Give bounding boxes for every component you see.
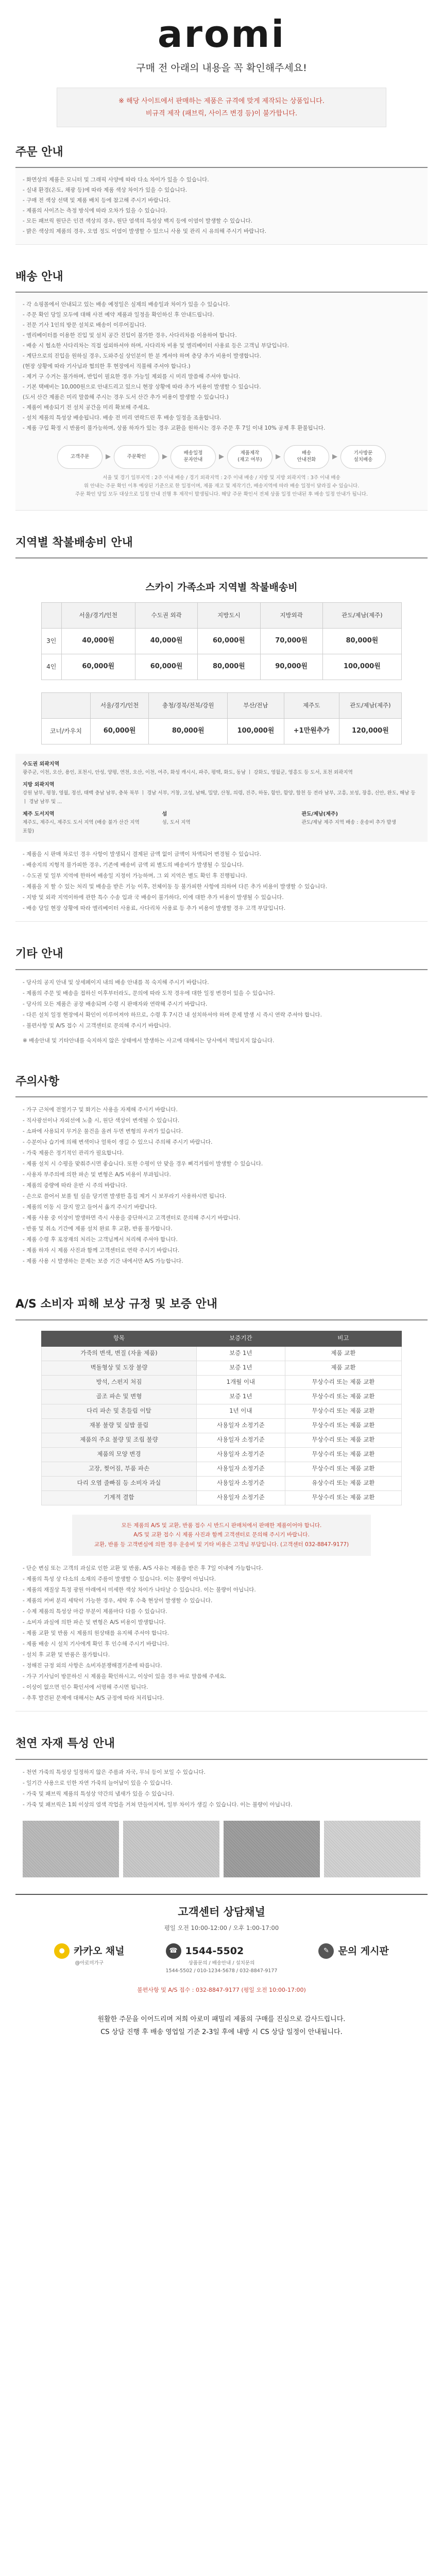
caution-list [15, 1097, 428, 1274]
customer-center [15, 1894, 428, 2003]
regional-title: 지역별 착불배송비 안내 [15, 525, 428, 558]
table-cell: 80,000원 [149, 718, 228, 744]
table-cell: 무상수리 또는 제품 교환 [285, 1389, 401, 1404]
leather-section [0, 1726, 443, 1888]
order-item: - 모든 패브릭 원단은 인견 색상의 경우, 원단 염색의 특성상 백지 등에 이염이 발생할 수 있습니다. [23, 218, 252, 225]
order-list [15, 168, 428, 245]
table-cell: 4인 [42, 654, 62, 680]
order-item: - 구매 전 색상 선택 및 제품 배치 등에 참고해 주시기 바랍니다. [23, 197, 171, 204]
leather-swatch-image [324, 1821, 420, 1877]
flow-step-install: 기사방문 설치배송 [340, 445, 386, 469]
area-definitions [15, 754, 428, 842]
as-item: - 이상이 없으면 인수 확인서에 서명해 주시면 됩니다. [23, 1684, 148, 1691]
arrow-right-icon: ▶ [276, 452, 281, 461]
as-item: - 추후 발견된 문제에 대해서는 A/S 규정에 따라 처리됩니다. [23, 1695, 164, 1702]
as-table [41, 1331, 402, 1505]
table-cell: 코너/카우치 [42, 718, 91, 744]
area-text: 강원 남부, 평창, 영월, 정선, 태백 충남 남부, 충북 북부 ㅣ 경남 서부, 거창, 고성, 남해, 밀양, 산청, 의령, 진주, 하동, 함안, 함양, 합천 등 전라 남부, 고흥, 보성, 장흥, 신안, 완도, 해남 등 ㅣ 경남 남부 및 ... [23, 790, 416, 805]
table-cell: 70,000원 [260, 628, 322, 654]
delivery-flow [23, 434, 420, 474]
table-cell: 60,000원 [198, 628, 260, 654]
table-cell: 무상수리 또는 제품 교환 [285, 1433, 401, 1447]
corner-fee-table [41, 692, 402, 744]
table-cell: 다리 오염 줄빠짐 등 소비자 과실 [42, 1476, 197, 1490]
arrow-right-icon: ▶ [332, 452, 337, 461]
table-cell: 사용일자 소정기준 [196, 1433, 285, 1447]
table-header [42, 602, 62, 628]
table-row [42, 1447, 402, 1462]
flow-note-line: 서울 및 경기 일부지역 : 2주 이내 배송 / 경기 외곽지역 : 2주 이내 배송 / 지방 및 지방 외곽지역 : 3주 이내 배송 [103, 474, 340, 481]
custom-order-notice [57, 88, 386, 127]
area-heading: 제주 도서지역 [23, 811, 55, 817]
table-row [42, 1404, 402, 1418]
table-row [42, 1418, 402, 1433]
table-cell: 60,000원 [90, 718, 149, 744]
other-item: - 다른 설치 일정 현장에서 확인이 이루어져야 하므로, 수령 후 7시간 내 설치하셔야 하며 문제 발생 시 즉시 연락 주셔야 합니다. [23, 1011, 322, 1018]
notice-line-2: 비규격 제작 (패브릭, 사이즈 변경 등)이 불가합니다. [145, 109, 298, 117]
leather-list [15, 1760, 428, 1818]
cs-title: 고객센터 상담채널 [178, 1905, 265, 1918]
leather-item: - 천연 가죽의 특성상 일정하지 않은 주름과 자국, 무늬 등이 보일 수 있습니다. [23, 1769, 206, 1775]
as-item: - 정해진 규정 외의 사항은 소비자분쟁해결기준에 따릅니다. [23, 1663, 162, 1669]
table-cell: 유상수리 또는 제품 교환 [285, 1476, 401, 1490]
phone-sub-line: 1544-5502 / 010-1234-5678 / 032-8847-9177 [165, 1968, 278, 1974]
table-cell: 100,000원 [322, 654, 401, 680]
as-notice-line: 교환, 반품 등 고객변심에 의한 경우 운송비 및 기타 비용은 고객님 부담입니다. (고객센터 032-8847-9177) [94, 1541, 349, 1548]
caution-item: - 가구 근처에 전열기구 및 화기는 사용을 자제해 주시기 바랍니다. [23, 1107, 178, 1113]
order-item: - 화면상의 제품은 모니터 및 그래픽 사양에 따라 다소 차이가 있을 수 있습니다. [23, 177, 209, 183]
table-header: 지방도시 [198, 602, 260, 628]
leather-swatch-image [224, 1821, 320, 1877]
as-item: - 제품 교환 및 반품 시 제품의 원상태를 유지해 주셔야 합니다. [23, 1630, 169, 1637]
table-header-row [42, 602, 402, 628]
caution-item: - 가죽 제품은 정기적인 관리가 필요합니다. [23, 1150, 124, 1157]
table-header: 부산/전남 [228, 692, 284, 718]
delivery-item: - 제품 구입 확정 시 반품이 불가능하며, 상품 하자가 있는 경우 교환을 원하시는 경우 주문 후 7일 이내 10% 공제 후 환불됩니다. [23, 425, 326, 431]
other-item: - 제품의 주문 및 배송을 접하신 이후부터라도, 문의에 따라 도착 경우에 대한 일정 변경이 있을 수 있습니다. [23, 990, 275, 996]
caution-item: - 제품 사용 중 이상이 발생하면 즉시 사용을 중단하시고 고객센터로 문의해 주시기 바랍니다. [23, 1215, 241, 1222]
brand-logo: aromi [157, 12, 286, 56]
table-row [42, 1389, 402, 1404]
as-notice-line: 모든 제품의 A/S 및 교환, 반품 접수 시 반드시 판매처에서 판매한 제품이어야 합니다. [121, 1522, 322, 1529]
table-row [42, 654, 402, 680]
header [0, 0, 443, 134]
caution-item: - 제품 수령 후 포장재의 처리는 고객님께서 처리해 주셔야 합니다. [23, 1236, 178, 1243]
caution-item: - 제품의 중량에 따라 운반 시 주의 바랍니다. [23, 1182, 127, 1189]
cs-channels [15, 1934, 428, 1980]
inquiry-board[interactable] [318, 1943, 388, 1959]
kakao-channel-row [54, 1943, 124, 1959]
caution-item: - 제품 설치 시 수평을 맞춰주시면 좋습니다. 또한 수평이 안 맞을 경우 삐걱거림이 발생할 수 있습니다. [23, 1161, 263, 1167]
as-item: - 가구 기사님이 방문하신 시 제품을 확인하시고, 이상이 있을 경우 바로 말씀해 주세요. [23, 1673, 227, 1680]
table-cell: 1개월 이내 [196, 1375, 285, 1389]
regional-warning-item: - 수도권 및 일부 지역에 한하여 배송일 지정이 가능하며, 그 외 지역은 별도 확인 후 진행됩니다. [23, 873, 247, 879]
table-cell: 사용일자 소정기준 [196, 1490, 285, 1505]
table-cell: 제품의 모양 변경 [42, 1447, 197, 1462]
area-col [301, 810, 420, 836]
cs-as-notice: 불편사항 및 A/S 접수 : 032-8847-9177 (평일 오전 10:00-17:00) [137, 1986, 306, 1993]
regional-warning-item: - 배송지의 지형적 불가피한 경우, 기존에 배송비 금액 외 별도의 배송비가 발생될 수 있습니다. [23, 862, 244, 869]
as-title: A/S 소비자 피해 보상 규정 및 보증 안내 [15, 1286, 428, 1320]
area-heading: 관도/제남(제주) [301, 811, 338, 817]
flow-step-sms: 배송일정 문자안내 [171, 445, 216, 469]
as-section [0, 1286, 443, 1711]
delivery-item: - 계단으로의 진입을 원하실 경우, 도와주실 상인분이 한 분 계셔야 하며 층당 추가 비용이 발생합니다. [23, 353, 261, 360]
area-heading: 수도권 외곽지역 [23, 761, 60, 767]
caution-item: - 반품 및 취소 기간에 제품 설치 완료 후 교환, 반품 불가합니다. [23, 1226, 173, 1232]
table-cell: 제품 교환 [285, 1361, 401, 1375]
delivery-item: - 제품이 배송되기 전 설치 공간을 미리 확보해 주세요. [23, 404, 150, 411]
table-cell: 무상수리 또는 제품 교환 [285, 1418, 401, 1433]
table-cell: 방석, 스펀지 처짐 [42, 1375, 197, 1389]
as-notice-box [72, 1515, 371, 1556]
caution-title: 주의사항 [15, 1064, 428, 1097]
caution-item: - 손으로 쓸어서 보풀 털 실을 당기면 발생한 흠집 제거 시 보푸라기 사용하시면 됩니다. [23, 1193, 227, 1200]
table-row [42, 718, 402, 744]
table-cell: 고장, 찢어짐, 부품 파손 [42, 1462, 197, 1476]
table-header-row [42, 1331, 402, 1346]
cs-hours: 평일 오전 10:00-12:00 / 오후 1:00-17:00 [164, 1924, 279, 1932]
leather-swatch-image [123, 1821, 219, 1877]
footer-line: 원활한 주문을 이어드리며 저희 아로미 패밀리 제품의 구매를 진심으로 감사드립니다. [97, 2015, 346, 2024]
inquiry-board-label: 문의 게시판 [338, 1945, 389, 1957]
table-cell: 사용일자 소정기준 [196, 1447, 285, 1462]
as-item: - 제품 배송 시 설치 기사에게 확인 후 인수해 주시기 바랍니다. [23, 1641, 169, 1648]
leather-item: - 가죽 및 패브릭 제품의 특성상 약간의 냄새가 있을 수 있습니다. [23, 1790, 175, 1797]
area-heading: 지방 외곽지역 [23, 782, 55, 788]
table-header: 비고 [285, 1331, 401, 1346]
table-cell: 골조 파손 및 변형 [42, 1389, 197, 1404]
table-cell: 가죽의 변색, 변질 (자율 제품) [42, 1346, 197, 1361]
table-cell: 기계적 결함 [42, 1490, 197, 1505]
regional-warning-item: - 제품을 시 판매 차로인 경우 사항이 발생되시 결제된 금액 없이 금액이 차액되어 변경될 수 있습니다. [23, 851, 261, 858]
as-item: - 설치 후 교환 및 반품은 불가합니다. [23, 1652, 110, 1658]
table-header-row [42, 692, 402, 718]
area-columns [23, 810, 420, 836]
area-col [23, 810, 142, 836]
table-cell: 제품의 주요 불량 및 조립 불량 [42, 1433, 197, 1447]
table-cell: 벽돌형상 및 도장 불량 [42, 1361, 197, 1375]
footer-line: CS 상담 진행 후 배송 영업일 기준 2-3일 후에 내방 시 CS 상담 일정이 안내됩니다. [100, 2028, 343, 2036]
as-item: - 제품의 재질상 특정 광원 아래에서 미세한 색상 차이가 나타날 수 있습니다. 이는 불량이 아닙니다. [23, 1587, 256, 1594]
chat-bubble-icon: ● [54, 1943, 70, 1959]
delivery-item: - 설치 제품의 특성상 배송됩니다. 배송 전 미리 연락드린 후 배송 일정을 조율합니다. [23, 414, 222, 421]
delivery-item: - 배송 시 협소한 사다리차는 직접 섭외하셔야 하며, 사다리차 비용 및 엘리베이터 사용료 등은 고객님 부담입니다. [23, 343, 289, 349]
other-section [0, 936, 443, 1053]
table-cell: 40,000원 [135, 628, 197, 654]
caution-item: - 제품 하자 시 제품 사진과 함께 고객센터로 연락 주시기 바랍니다. [23, 1247, 180, 1254]
phone-sub-line: 상품문의 / 배송안내 / 설치문의 [188, 1960, 255, 1967]
table-header: 관도/제남(제주) [339, 692, 401, 718]
table-header [42, 692, 91, 718]
kakao-channel[interactable] [54, 1943, 124, 1967]
table-cell: 1년 이내 [196, 1404, 285, 1418]
leather-item: - 일기간 사용으로 인한 자연 가죽의 늘어남이 있을 수 있습니다. [23, 1780, 173, 1786]
delivery-item: - 주문 확인 당일 모두에 대해 사전 예약 제품과 일정을 확인하신 후 안내드립니다. [23, 312, 214, 318]
leather-swatch-image [23, 1821, 119, 1877]
as-list [15, 1556, 428, 1711]
board-icon: ✎ [318, 1943, 334, 1959]
other-item: - 당사의 모든 제품은 공장 배송되며 수령 시 판매자와 연락해 주시기 바랍니다. [23, 1001, 208, 1007]
table-row [42, 1476, 402, 1490]
other-item: - 불편사항 및 A/S 접수 시 고객센터로 문의해 주시기 바랍니다. [23, 1022, 171, 1029]
regional-warning-item: - 제품을 지 할 수 있는 처리 및 배송을 받은 기능 이후, 전체이동 등 불가피한 사항에 의하여 다른 추가 비용이 발생할 수 있습니다. [23, 884, 328, 890]
as-item: - 소비자 과실에 의한 파손 및 변형은 A/S 비용이 발생합니다. [23, 1619, 166, 1626]
regional-warning-item: - 배송 당일 현장 상황에 따라 엘리베이터 사용료, 사다리차 사용료 등 추가 비용이 발생할 경우 고객 부담입니다. [23, 905, 286, 912]
table-row [42, 1433, 402, 1447]
flow-step-order: 고객주문 [57, 445, 103, 469]
other-item: - 당사의 공지 안내 및 상세페이지 내의 배송 안내를 꼭 숙지해 주시기 바랍니다. [23, 979, 209, 986]
table-cell: 90,000원 [260, 654, 322, 680]
delivery-item: - 전문 기사 1인의 방문 설치로 배송이 이루어집니다. [23, 322, 147, 329]
table-cell: 보증 1년 [196, 1361, 285, 1375]
table-cell: 보증 1년 [196, 1346, 285, 1361]
table-cell: 3인 [42, 628, 62, 654]
table-cell: 60,000원 [135, 654, 197, 680]
other-note: ※ 배송안내 및 기타안내를 숙지하지 않은 상태에서 발생하는 사고에 대해서는 당사에서 책임지지 않습니다. [23, 1037, 275, 1044]
arrow-right-icon: ▶ [219, 452, 224, 461]
as-item: - 제품의 특성 상 다소의 소재의 주름이 발생할 수 있습니다. 이는 불량이 아닙니다. [23, 1576, 216, 1583]
arrow-right-icon: ▶ [162, 452, 167, 461]
table-cell: 무상수리 또는 제품 교환 [285, 1462, 401, 1476]
delivery-item: (도서 산간 제품은 미리 말씀해 주시는 경우 도서 산간 추가 비용이 발생할 수 있습니다.) [23, 394, 229, 400]
flow-step-production: 제품제작 (재고 여부) [227, 445, 272, 469]
shipping-fee-table [41, 602, 402, 680]
leather-swatches [15, 1818, 428, 1889]
as-item: - 수제 제품의 특성상 마감 부분이 제품마다 다를 수 있습니다. [23, 1608, 167, 1615]
kakao-channel-label: 카카오 채널 [74, 1945, 125, 1957]
table-cell: 제품 교환 [285, 1346, 401, 1361]
kakao-channel-id: @아로미가구 [75, 1960, 104, 1967]
regional-warnings [15, 842, 428, 922]
brand-subtitle: 구매 전 아래의 내용을 꼭 확인해주세요! [136, 62, 307, 74]
as-item: - 단순 변심 또는 고객의 과실로 인한 교환 및 반품, A/S 사유는 제품을 받은 후 7일 이내에 가능합니다. [23, 1565, 263, 1572]
arrow-right-icon: ▶ [106, 452, 111, 461]
caution-item: - 수분이나 습기에 의해 변색이나 얼룩이 생길 수 있으니 주의해 주시기 바랍니다. [23, 1139, 213, 1146]
table-row [42, 1490, 402, 1505]
caution-section [0, 1064, 443, 1274]
footer-note [0, 2002, 443, 2049]
caution-item: - 사용자 부주의에 의한 파손 및 변형은 A/S 비용이 부과됩니다. [23, 1172, 171, 1178]
phone-number: 1544-5502 [185, 1945, 244, 1957]
area-col [162, 810, 281, 836]
table-cell: 100,000원 [228, 718, 284, 744]
order-item: - 밝은 색상의 제품의 경우, 오염 정도 이염이 발생할 수 있으니 사용 및 관리 시 유의해 주시기 바랍니다. [23, 228, 266, 235]
area-text: 관도/제남 제주 지역 배송 : 운송비 추가 발생 [301, 820, 396, 826]
table-header: 보증기간 [196, 1331, 285, 1346]
table-cell: 120,000원 [339, 718, 401, 744]
flow-note-line: 주문 확인 당일 모두 대상으로 일정 안내 진행 후 제작이 발생됩니다. 해당 주문 확인서 전체 상품 일정 안내된 후 배송 일정 안내가 됩니다. [75, 491, 368, 497]
table-cell: 무상수리 또는 제품 교환 [285, 1490, 401, 1505]
delivery-item: - 기본 택배비는 10,000원으로 안내드리고 있으니 현장 상황에 따라 추가 비용이 발생할 수 있습니다. [23, 383, 261, 390]
table-header: 충청/경북/전북/강원 [149, 692, 228, 718]
order-section [0, 134, 443, 245]
flow-step-confirm: 주문확인 [114, 445, 159, 469]
flow-note-line: 위 안내는 주문 확인 이후 예상된 기준으로 한 일정이며, 제품 재고 및 제작기간, 배송지역에 따라 배송 일정이 달라질 수 있습니다. [83, 483, 360, 489]
flow-notes [23, 474, 420, 503]
table-cell: 60,000원 [61, 654, 135, 680]
order-item: - 제품의 사이즈는 측정 방식에 따라 오차가 있을 수 있습니다. [23, 208, 167, 214]
table-cell: 사용일자 소정기준 [196, 1418, 285, 1433]
phone-channel-row [166, 1943, 278, 1959]
table-header: 서울/경기/인천 [90, 692, 149, 718]
table-header: 서울/경기/인천 [61, 602, 135, 628]
table-header: 수도권 외곽 [135, 602, 197, 628]
caution-item: - 직사광선이나 자외선에 노출 시, 원단 색상이 변색될 수 있습니다. [23, 1117, 180, 1124]
regional-section [0, 525, 443, 922]
table-row [42, 1346, 402, 1361]
inquiry-board-row [318, 1943, 388, 1959]
table-row [42, 628, 402, 654]
table-header: 제주도 [284, 692, 339, 718]
area-text: 광주군, 이천, 오산, 용인, 포천시, 안성, 양평, 연천, 오산, 이천, 여주, 화성 캐시시, 파주, 평택, 화도, 동남 ㅣ 강화도, 영월군, 영흥도 등 도서, 포천 외곽지역 [23, 770, 353, 776]
caution-item: - 제품의 이동 시 끌지 말고 들어서 옮겨 주시기 바랍니다. [23, 1204, 157, 1211]
regional-body [15, 558, 428, 922]
delivery-item: - 엘리베이터를 이용한 진입 및 설치 공간 진입이 불가한 경우, 사다리차를 이용하여 합니다. [23, 332, 237, 339]
table-header: 항목 [42, 1331, 197, 1346]
table-cell: 사용일자 소정기준 [196, 1476, 285, 1490]
table-row [42, 1375, 402, 1389]
table-header: 지방외곽 [260, 602, 322, 628]
notice-line-1: ※ 해당 사이트에서 판매하는 제품은 규격에 맞게 제작되는 상품입니다. [118, 97, 325, 106]
leather-item: - 가죽 및 패브릭은 1회 이상의 염색 작업을 거쳐 만들어지며, 일부 차이가 생길 수 있습니다. 이는 불량이 아닙니다. [23, 1801, 293, 1808]
table-cell: 무상수리 또는 제품 교환 [285, 1447, 401, 1462]
caution-item: - 소파에 사용되지 무거운 물건을 올려 두면 변형의 우려가 있습니다. [23, 1128, 183, 1135]
caution-item: - 제품 사용 시 발생하는 문제는 보증 기간 내에서만 A/S 가능합니다. [23, 1258, 183, 1265]
flow-step-call: 배송 안내전화 [284, 445, 329, 469]
table-row [42, 1462, 402, 1476]
table-row [42, 1361, 402, 1375]
table-cell: 무상수리 또는 제품 교환 [285, 1404, 401, 1418]
as-notice-line: A/S 및 교환 접수 시 제품 사진과 함께 고객센터로 문의해 주시기 바랍니다. [133, 1532, 310, 1538]
delivery-item: - 각 쇼핑몰에서 안내되고 있는 배송 예정일은 실제의 배송일과 차이가 있을 수 있습니다. [23, 301, 230, 308]
as-item: - 제품의 커버 분리 세탁이 가능한 경우, 세탁 후 수축 현상이 발생할 수 있습니다. [23, 1598, 213, 1604]
area-text: 섬, 도서 지역 [162, 820, 191, 826]
table-cell: 80,000원 [198, 654, 260, 680]
table-cell: 재봉 불량 및 실밥 풀림 [42, 1418, 197, 1433]
regional-warning-item: - 지방 및 외곽 지역이하에 관한 특수 수송 입과 국 배송이 불가하다, 이에 대한 추가 비용이 발생될 수 있습니다. [23, 894, 284, 901]
table-cell: 보증 1년 [196, 1389, 285, 1404]
area-heading: 섬 [162, 811, 167, 817]
area-text: 제주도, 제주시, 제주도 도서 지역 (배송 불가 산간 지역 포함) [23, 820, 140, 834]
table-cell: 다리 파손 및 흔들림 이탈 [42, 1404, 197, 1418]
as-body [15, 1320, 428, 1712]
table-cell: 80,000원 [322, 628, 401, 654]
table-header: 관도/제남(제주) [322, 602, 401, 628]
regional-table-title: 스카이 가족소파 지역별 착불배송비 [145, 582, 298, 594]
order-item: - 실내 환경(온도, 채광 등)에 따라 제품 색상 차이가 있을 수 있습니다. [23, 187, 188, 194]
order-title: 주문 안내 [15, 134, 428, 168]
table-cell: +1만원추가 [284, 718, 339, 744]
delivery-section [0, 259, 443, 511]
phone-icon: ☎ [166, 1943, 181, 1959]
other-list [15, 970, 428, 1054]
table-cell: 무상수리 또는 제품 교환 [285, 1375, 401, 1389]
delivery-item: (현장 상황에 따라 기사님과 협의한 후 현장에서 직불해 주셔야 합니다.) [23, 363, 191, 370]
table-cell: 사용일자 소정기준 [196, 1462, 285, 1476]
phone-channel[interactable] [166, 1943, 278, 1975]
delivery-list [15, 293, 428, 511]
other-title: 기타 안내 [15, 936, 428, 970]
table-cell: 40,000원 [61, 628, 135, 654]
leather-title: 천연 자재 특성 안내 [15, 1726, 428, 1759]
delivery-item: - 제거 구 수거는 불가하며, 반입이 필요한 경우 가능일 제외를 시 미리 말씀해 주셔야 합니다. [23, 374, 241, 380]
delivery-title: 배송 안내 [15, 259, 428, 293]
